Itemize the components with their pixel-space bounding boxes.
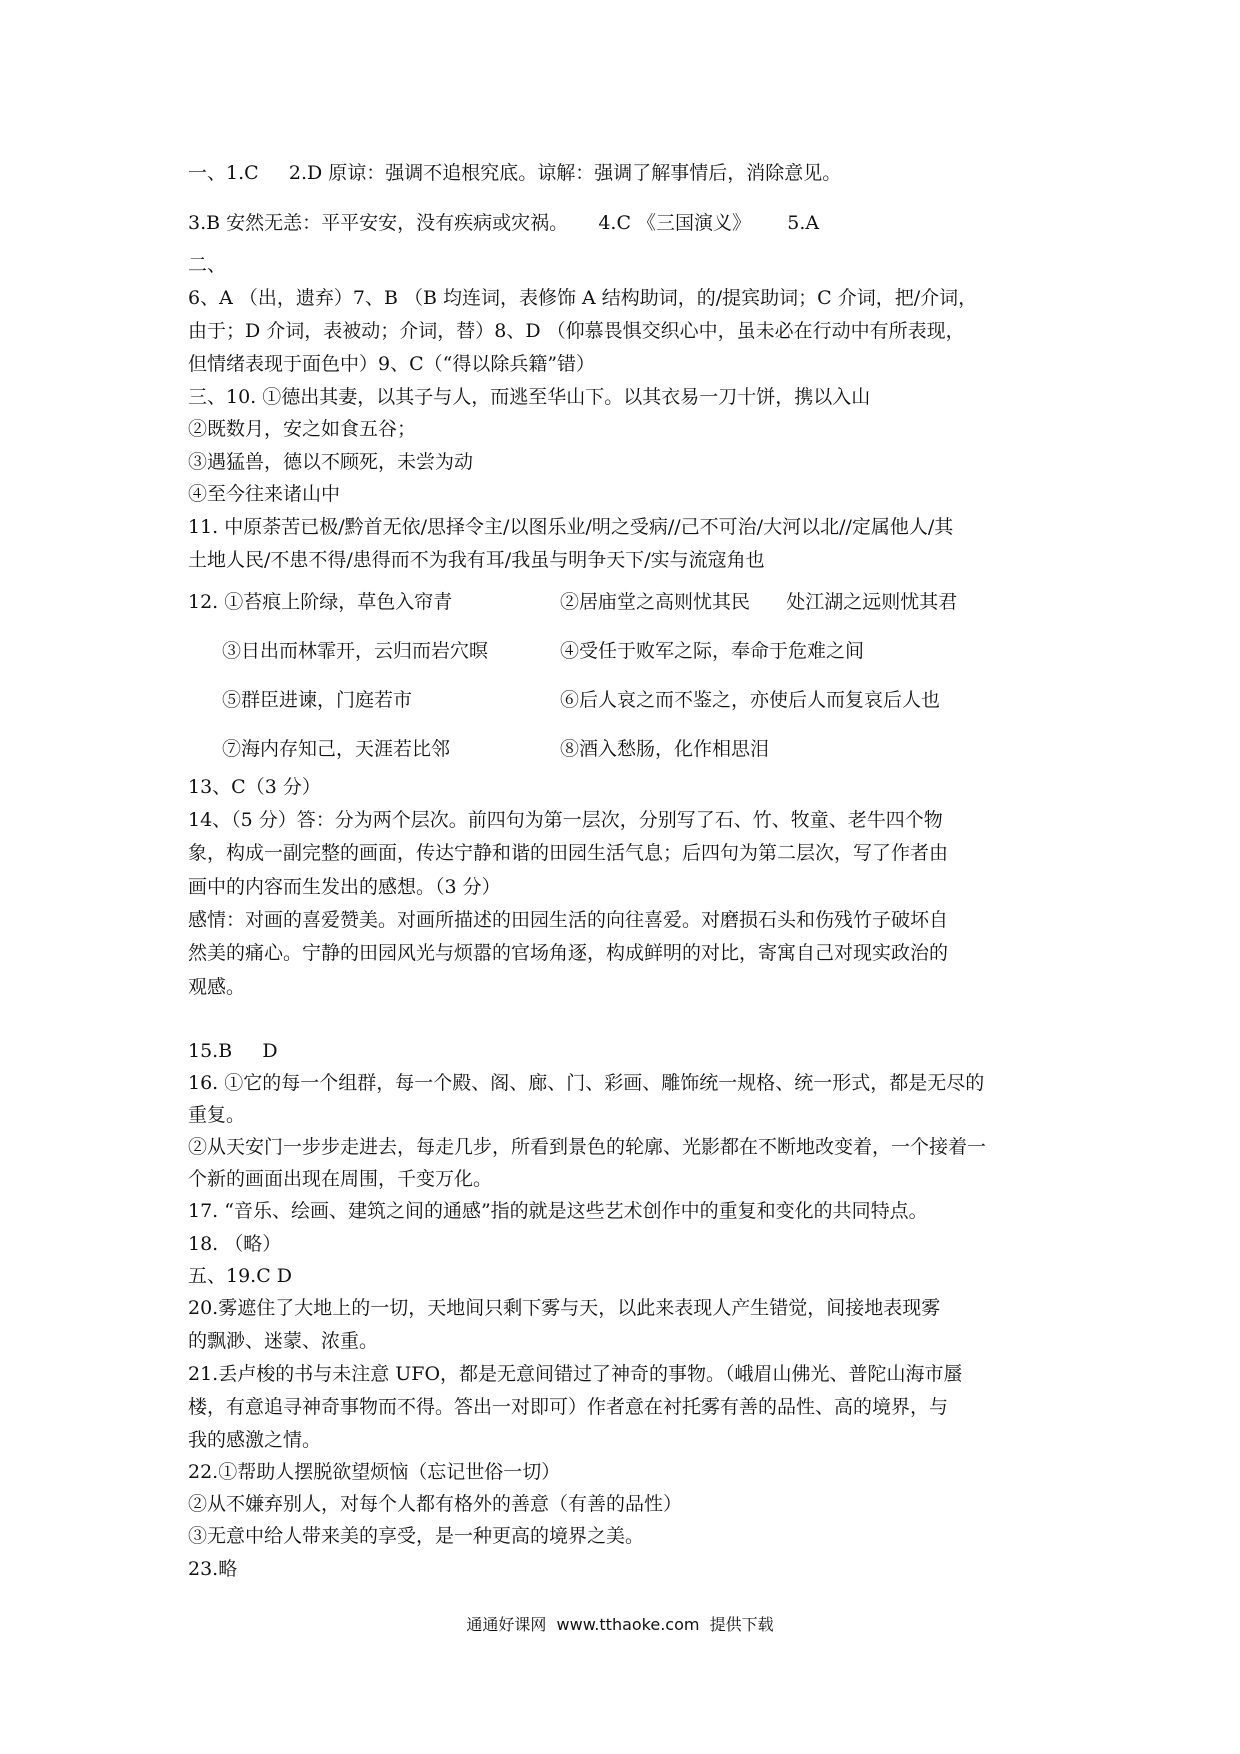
answer-line: 16. ①它的每一个组群，每一个殿、阁、廊、门、彩画、雕饰统一规格、统一形式，都是无尽的 <box>188 1072 985 1094</box>
answer-line: 6、A （出，遗弃）7、B （B 均连词，表修饰 A 结构助词，的/提宾助词；C 介词，把/介词， <box>188 287 978 309</box>
answer-line: 感情：对画的喜爱赞美。对画所描述的田园生活的向往喜爱。对磨损石头和伤残竹子破坏自 <box>188 909 949 931</box>
answer-line: 13、C（3 分） <box>188 776 321 798</box>
answer-line: 个新的画面出现在周围，千变万化。 <box>188 1168 493 1190</box>
answer-line: 的飘渺、迷蒙、浓重。 <box>188 1330 379 1352</box>
answer-line: 17. “音乐、绘画、建筑之间的通感”指的就是这些艺术创作中的重复和变化的共同特点。 <box>188 1200 928 1222</box>
q12-item: ③日出而林霏开，云归而岩穴暝 <box>222 640 489 662</box>
answer-line: ③遇猛兽，德以不顾死，未尝为动 <box>188 451 474 473</box>
answer-line: 3.B 安然无恙：平平安安，没有疾病或灾祸。 4.C 《三国演义》 5.A <box>188 212 820 234</box>
answer-line: 象，构成一副完整的画面，传达宁静和谐的田园生活气息；后四句为第二层次，写了作者由 <box>188 842 949 864</box>
answer-line: ②从天安门一步步走进去，每走几步，所看到景色的轮廓、光影都在不断地改变着，一个接着一 <box>188 1136 987 1158</box>
answer-line: 11. 中原荼苦已极/黔首无依/思择令主/以图乐业/明之受病//己不可治/大河以北//定属他人/其 <box>188 516 954 538</box>
answer-line: 21.丢卢梭的书与未注意 UFO，都是无意间错过了神奇的事物。（峨眉山佛光、普陀山海市蜃 <box>188 1363 963 1385</box>
answer-line: 画中的内容而生发出的感想。（3 分） <box>188 876 501 898</box>
answer-line: 三、10. ①德出其妻，以其子与人，而逃至华山下。以其衣易一刀十饼，携以入山 <box>188 386 871 408</box>
q12-item: 12. ①苔痕上阶绿，草色入帘青 <box>188 591 453 613</box>
answer-line: 20.雾遮住了大地上的一切，天地间只剩下雾与天，以此来表现人产生错觉，间接地表现雾 <box>188 1297 941 1319</box>
answer-line: 18. （略） <box>188 1233 282 1255</box>
answer-line: ②既数月，安之如食五谷； <box>188 418 417 440</box>
answer-line: 由于；D 介词，表被动；介词，替）8、D （仰慕畏惧交织心中，虽未必在行动中有所表现， <box>188 320 965 342</box>
section-heading: 五、19.C D <box>188 1265 293 1287</box>
answer-line: 然美的痛心。宁静的田园风光与烦嚣的官场角逐，构成鲜明的对比，寄寓自己对现实政治的 <box>188 942 949 964</box>
answer-line: 重复。 <box>188 1104 246 1126</box>
q12-item: ②居庙堂之高则忧其民 处江湖之远则忧其君 <box>560 591 958 613</box>
section-heading: 二、 <box>188 254 227 276</box>
q12-item: ⑥后人哀之而不鉴之，亦使后人而复哀后人也 <box>560 689 941 711</box>
answer-line: ④至今往来诸山中 <box>188 483 341 505</box>
answer-line: 我的感激之情。 <box>188 1429 322 1451</box>
answer-line: 22.①帮助人摆脱欲望烦恼（忘记世俗一切） <box>188 1461 561 1483</box>
answer-line: 土地人民/不患不得/患得而不为我有耳/我虽与明争天下/实与流寇角也 <box>188 549 765 571</box>
answer-line: ②从不嫌弃别人，对每个人都有格外的善意（有善的品性） <box>188 1493 683 1515</box>
answer-line: 观感。 <box>188 976 246 998</box>
answer-line: 15.B D <box>188 1040 278 1062</box>
answer-line: 但情绪表现于面色中）9、C（“得以除兵籍”错） <box>188 353 596 375</box>
answer-line: ③无意中给人带来美的享受，是一种更高的境界之美。 <box>188 1525 645 1547</box>
q12-item: ⑧酒入愁肠，化作相思泪 <box>560 738 770 760</box>
answer-line: 一、1.C 2.D 原谅：强调不追根究底。谅解：强调了解事情后，消除意见。 <box>188 162 842 184</box>
answer-line: 14、（5 分）答：分为两个层次。前四句为第一层次，分别写了石、竹、牧童、老牛四个物 <box>188 809 943 831</box>
page-footer: 通通好课网 www.tthaoke.com 提供下载 <box>466 1615 774 1634</box>
q12-item: ⑦海内存知己，天涯若比邻 <box>222 738 451 760</box>
q12-item: ⑤群臣进谏，门庭若市 <box>222 689 413 711</box>
answer-line: 23.略 <box>188 1558 238 1580</box>
q12-item: ④受任于败军之际，奉命于危难之间 <box>560 640 865 662</box>
answer-line: 楼，有意追寻神奇事物而不得。答出一对即可）作者意在衬托雾有善的品性、高的境界，与 <box>188 1396 949 1418</box>
